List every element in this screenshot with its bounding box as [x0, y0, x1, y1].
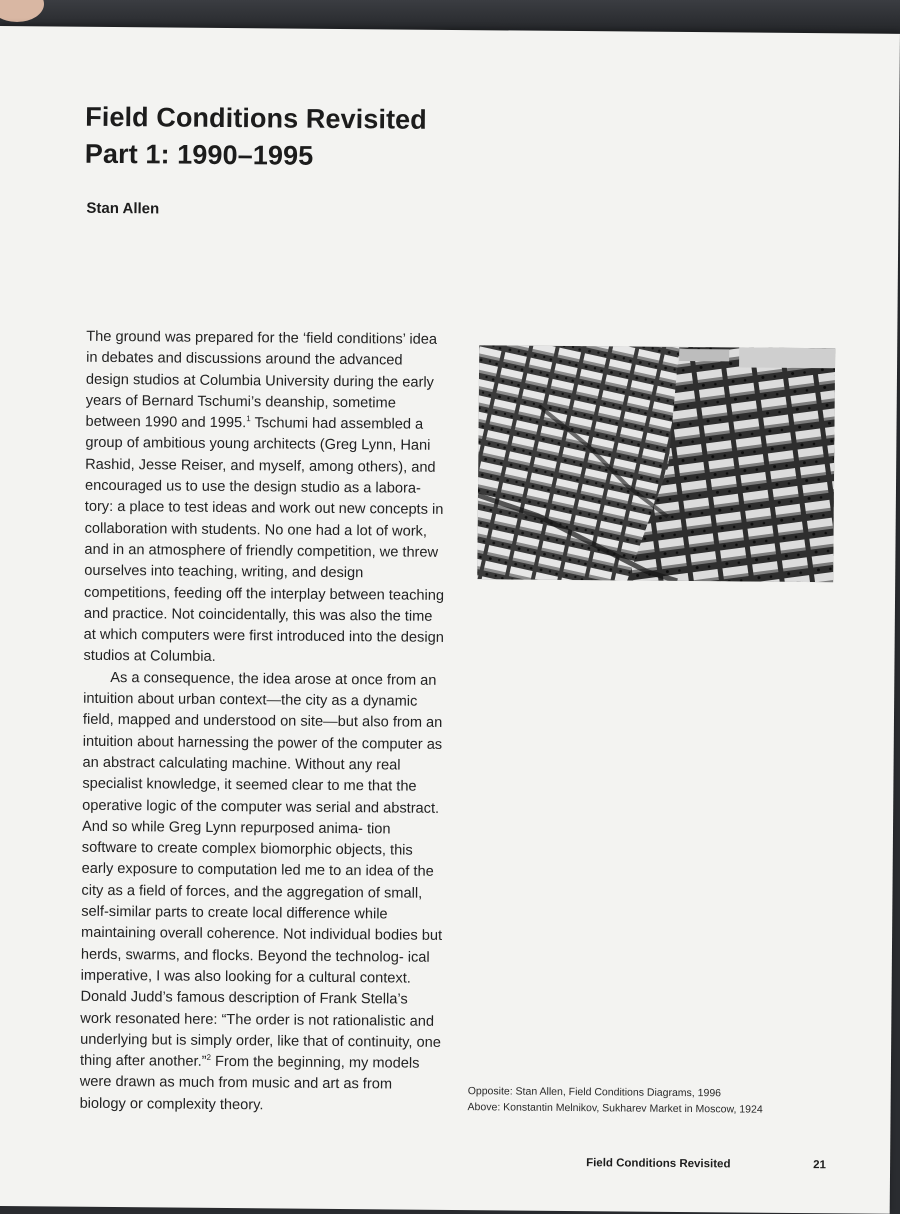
chapter-title-line-2: Part 1: 1990–1995 [84, 138, 314, 171]
paragraph-1 [83, 327, 448, 671]
footnote-marker-1: 1 [246, 414, 251, 424]
chapter-title [85, 99, 427, 176]
author-name: Stan Allen [86, 199, 160, 218]
paragraph-2 [80, 668, 446, 1118]
caption-above: Above: Konstantin Melnikov, Sukharev Market in Moscow, 1924 [467, 1101, 763, 1116]
paragraph-1-text-a: The ground was prepared for the ‘field conditions’ idea in debates and discussions around the advanced design studios at Columbia University during the early years of Bernard Tschumi’s deanship, sometime between 1990 and 1995. [85, 328, 438, 432]
body-text [80, 327, 449, 1118]
caption-opposite: Opposite: Stan Allen, Field Conditions Diagrams, 1996 [467, 1085, 722, 1100]
page-number: 21 [813, 1159, 826, 1172]
book-page [0, 26, 900, 1214]
paragraph-1-text-b: Tschumi had assembled a group of ambitious young architects (Greg Lynn, Hani Rashid, Jesse Reiser, and myself, among others), and encouraged us to use the design studio as a labora- tory: a place to test ideas and work out new concepts in collaboration with students. No one had a lot of work, and in an atmosphere of friendly competition, we threw ourselves into teaching, writing, and design competitions, feeding off the interplay between teaching and practice. Not coincidentally, this was also the time at which computers were first introduced into the design studios at Columbia. [83, 415, 445, 666]
market-photo [477, 345, 835, 582]
running-footer-title: Field Conditions Revisited [586, 1157, 731, 1171]
paragraph-2-text-b: From the beginning, my models were drawn as much from music and art as from biology or complexity theory. [79, 1053, 420, 1114]
paragraph-2-text-a: As a consequence, the idea arose at once from an intuition about urban context—the city as a dynamic field, mapped and understood on site—but also from an intuition about harnessing the power of the computer as an abstract calculating machine. Without any real specialist knowledge, it seemed clear to me that the operative logic of the computer was serial and abstract. And so while Greg Lynn repurposed anima- tion software to create complex biomorphic objects, this early exposure to computation led me to an idea of the city as a field of forces, and the aggregation of small, self-similar parts to create local difference while maintaining overall coherence. Not individual bodies but herds, swarms, and flocks. Beyond the technolog- ical imperative, I was also looking for a cultural context. Donald Judd’s famous description of Frank Stella’s work resonated here: “The order is not rationalistic and underlying but is simply order, like that of continuity, one thing after another.” [79, 669, 443, 1070]
footnote-marker-2: 2 [206, 1052, 212, 1062]
figure-captions [468, 1083, 763, 1118]
market-photo-graphic [477, 345, 835, 582]
chapter-title-line-1: Field Conditions Revisited [85, 101, 427, 135]
